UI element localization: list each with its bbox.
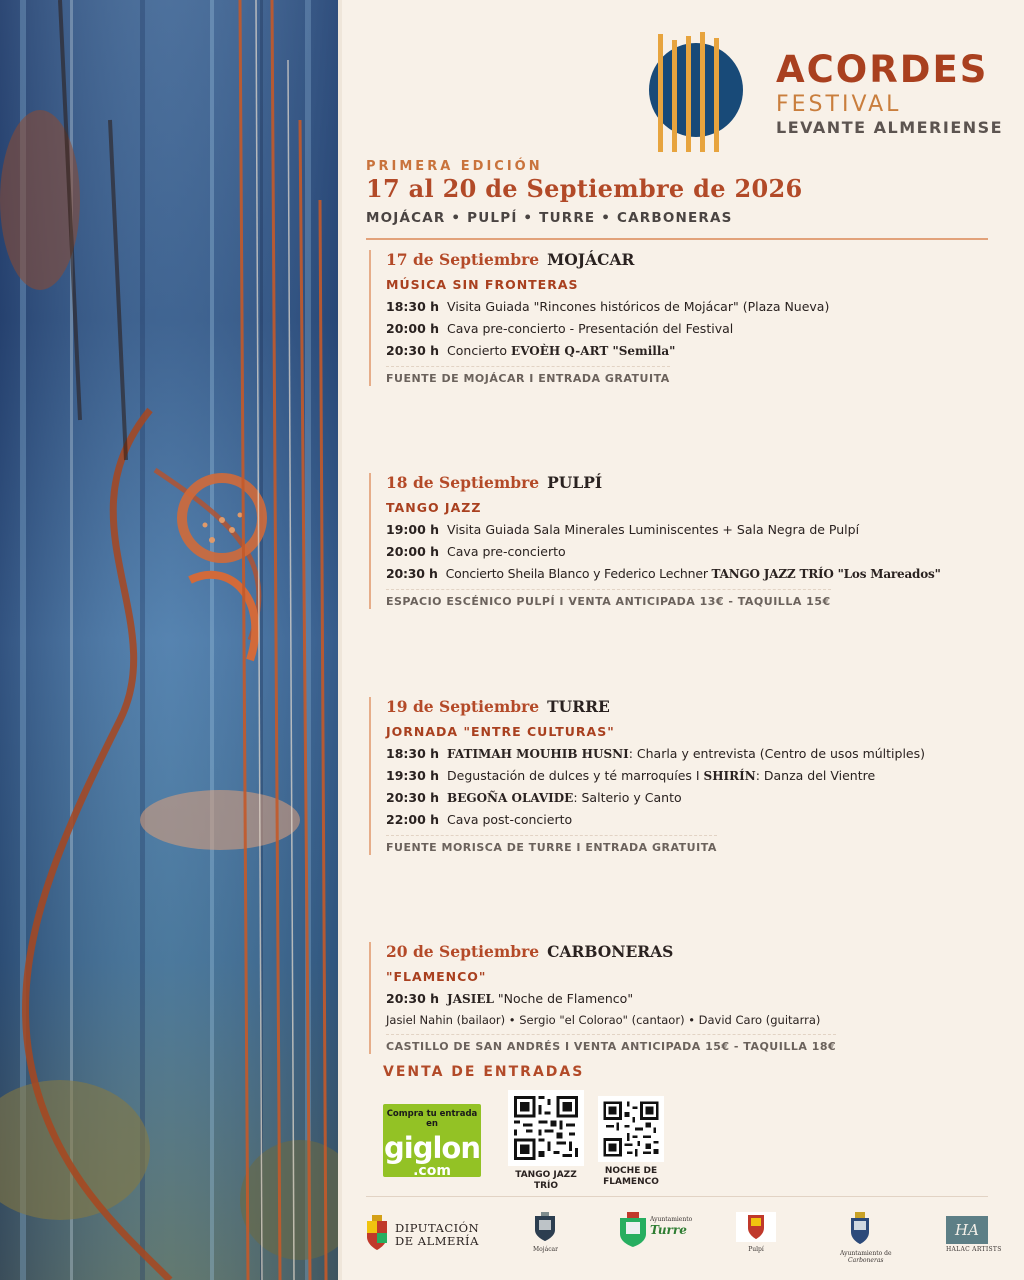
diputacion-almeria-crest-icon — [366, 1215, 388, 1255]
brand-region: LEVANTE ALMERIENSE — [776, 118, 1004, 137]
divider — [366, 1196, 988, 1197]
carboneras-logo: Ayuntamiento de Carboneras — [840, 1212, 892, 1264]
tickets-heading: VENTA DE ENTRADAS — [383, 1064, 585, 1080]
abstract-guitar-painting — [0, 0, 340, 1280]
day-section-pulpi — [369, 473, 941, 609]
schedule-row: 20:30 h BEGOÑA OLAVIDE: Salterio y Canto — [386, 790, 682, 805]
day-theme: TANGO JAZZ — [386, 500, 482, 515]
day-theme: MÚSICA SIN FRONTERAS — [386, 277, 579, 292]
day-date: 18 de Septiembre — [386, 473, 540, 492]
qr-tango-jazz-trio[interactable] — [508, 1090, 584, 1192]
edition-label: PRIMERA EDICIÓN — [366, 159, 543, 174]
pulpi-logo: Pulpí — [736, 1212, 776, 1253]
day-section-mojacar — [369, 250, 829, 386]
carboneras-crest-icon — [840, 1212, 880, 1246]
day-section-carboneras — [369, 942, 836, 1054]
giglon-logo: giglon — [384, 1131, 480, 1165]
giglon-domain: .com — [413, 1163, 451, 1179]
mojacar-logo: Mojácar — [533, 1212, 558, 1253]
schedule-row: 20:30 h Concierto EVOÈH Q-ART "Semilla" — [386, 343, 676, 358]
pulpi-crest-icon — [736, 1212, 776, 1242]
mojacar-crest-icon — [533, 1212, 557, 1242]
venue-info: CASTILLO DE SAN ANDRÉS I VENTA ANTICIPADA 15€ - TAQUILLA 18€ — [386, 1034, 836, 1053]
diputacion-almeria-logo: DIPUTACIÓN DE ALMERÍA — [395, 1221, 480, 1248]
venue-info: FUENTE MORISCA DE TURRE I ENTRADA GRATUITA — [386, 835, 717, 854]
turre-crest-icon — [618, 1212, 648, 1248]
day-town: PULPÍ — [547, 473, 603, 492]
schedule-row: 22:00 h Cava post-concierto — [386, 812, 573, 827]
qr-label: TANGO JAZZ TRÍO — [515, 1170, 577, 1191]
halac-monogram-icon: HA — [946, 1216, 988, 1244]
festival-dates: 17 al 20 de Septiembre de 2026 — [366, 174, 803, 203]
acordes-logo — [648, 32, 748, 154]
day-theme: JORNADA "ENTRE CULTURAS" — [386, 724, 615, 739]
day-date: 20 de Septiembre — [386, 942, 540, 961]
qr-label: NOCHE DE FLAMENCO — [603, 1166, 659, 1187]
halac-artists-logo: HA HALAC ARTISTS — [946, 1216, 1002, 1253]
painting-panel — [0, 0, 340, 1280]
day-date: 19 de Septiembre — [386, 697, 540, 716]
schedule-row: 20:00 h Cava pre-concierto — [386, 544, 566, 559]
day-date: 17 de Septiembre — [386, 250, 540, 269]
venue-info: ESPACIO ESCÉNICO PULPÍ I VENTA ANTICIPADA 13€ - TAQUILLA 15€ — [386, 589, 831, 608]
schedule-row: 20:30 h Concierto Sheila Blanco y Federico Lechner TANGO JAZZ TRÍO "Los Mareados" — [386, 566, 941, 581]
day-town: TURRE — [547, 697, 610, 716]
qr-code-icon — [508, 1090, 584, 1166]
giglon-ticket-link[interactable] — [383, 1104, 481, 1177]
schedule-row: 19:30 h Degustación de dulces y té marroquíes I SHIRÍN: Danza del Vientre — [386, 768, 876, 783]
festival-brand — [776, 50, 1003, 138]
schedule-row: 20:30 h JASIEL "Noche de Flamenco" — [386, 991, 634, 1006]
turre-logo: Ayuntamiento Turre — [618, 1212, 648, 1252]
day-theme: "FLAMENCO" — [386, 969, 487, 984]
brand-title: ACORDES — [776, 48, 989, 91]
giglon-tagline: Compra tu entrada en — [386, 1109, 478, 1129]
painting-edge — [338, 0, 342, 1280]
guitar-strings-circle-icon — [648, 32, 748, 154]
towns-list: MOJÁCAR • PULPÍ • TURRE • CARBONERAS — [366, 210, 733, 226]
performers-list: Jasiel Nahin (bailaor) • Sergio "el Colorao" (cantaor) • David Caro (guitarra) — [386, 1013, 821, 1027]
day-town: CARBONERAS — [547, 942, 674, 961]
schedule-row: 19:00 h Visita Guiada Sala Minerales Luminiscentes + Sala Negra de Pulpí — [386, 522, 860, 537]
schedule-row: 18:30 h Visita Guiada "Rincones históricos de Mojácar" (Plaza Nueva) — [386, 299, 830, 314]
qr-noche-de-flamenco[interactable] — [598, 1096, 664, 1188]
schedule-row: 20:00 h Cava pre-concierto - Presentación del Festival — [386, 321, 734, 336]
day-section-turre — [369, 697, 925, 855]
brand-subtitle: FESTIVAL — [776, 92, 902, 117]
schedule-row: 18:30 h FATIMAH MOUHIB HUSNI: Charla y entrevista (Centro de usos múltiples) — [386, 746, 926, 761]
day-town: MOJÁCAR — [547, 250, 635, 269]
divider — [366, 238, 988, 240]
venue-info: FUENTE DE MOJÁCAR I ENTRADA GRATUITA — [386, 366, 670, 385]
qr-code-icon — [598, 1096, 664, 1162]
